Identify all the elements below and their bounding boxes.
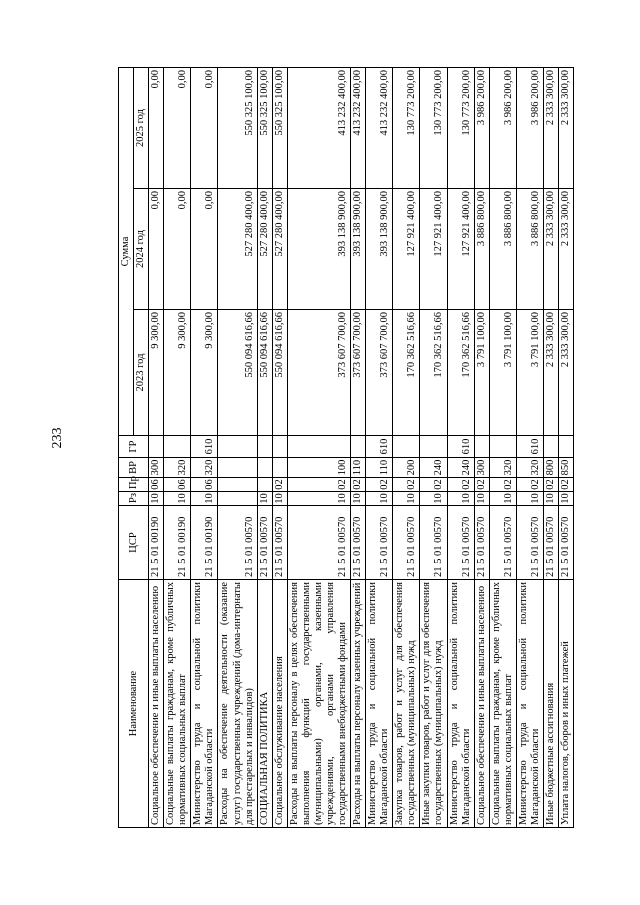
cell-2023: 3 791 100,00: [489, 310, 516, 436]
cell-name: СОЦИАЛЬНАЯ ПОЛИТИКА: [257, 580, 272, 828]
cell-2025: 413 232 400,00: [366, 68, 393, 189]
table-row: [149, 68, 164, 828]
cell-rz: 10: [559, 492, 574, 506]
cell-pr: 02: [447, 478, 474, 492]
cell-csr: 21 5 01 00570: [351, 506, 366, 580]
cell-rz: 10: [393, 492, 420, 506]
cell-rz: 10: [516, 492, 543, 506]
cell-rz: 10: [191, 492, 218, 506]
cell-pr: 02: [272, 478, 287, 492]
cell-name: Министерство труда и социальной политики Магаданской области: [447, 580, 474, 828]
cell-rz: 10: [287, 492, 350, 506]
cell-2025: 0,00: [149, 68, 164, 189]
cell-2024: 127 921 400,00: [420, 189, 447, 310]
header-csr: ЦСР: [119, 506, 149, 580]
cell-csr: 21 5 01 00570: [366, 506, 393, 580]
cell-2024: 393 138 900,00: [366, 189, 393, 310]
cell-pr: 02: [559, 478, 574, 492]
cell-vr: 300: [474, 458, 489, 478]
cell-vr: 300: [149, 458, 164, 478]
cell-name: Социальные выплаты гражданам, кроме публичных нормативных социальных выплат: [489, 580, 516, 828]
cell-2023: 9 300,00: [191, 310, 218, 436]
cell-2024: 127 921 400,00: [447, 189, 474, 310]
budget-table: [118, 67, 574, 828]
cell-vr: [257, 458, 272, 478]
cell-gr: 610: [447, 436, 474, 458]
cell-pr: 02: [474, 478, 489, 492]
header-name: Наименование: [119, 580, 149, 828]
cell-vr: 320: [489, 458, 516, 478]
cell-pr: 06: [149, 478, 164, 492]
header-pr: Пр: [119, 478, 149, 492]
cell-pr: 02: [393, 478, 420, 492]
table-row: [543, 68, 558, 828]
cell-gr: 610: [516, 436, 543, 458]
cell-csr: 21 5 01 00570: [287, 506, 350, 580]
cell-csr: 21 5 01 00570: [447, 506, 474, 580]
budget-table-rotated: [118, 68, 588, 828]
table-row: [516, 68, 543, 828]
cell-rz: 10: [351, 492, 366, 506]
cell-pr: 02: [489, 478, 516, 492]
cell-2023: 373 607 700,00: [287, 310, 350, 436]
cell-2024: 0,00: [149, 189, 164, 310]
cell-gr: [559, 436, 574, 458]
cell-name: Иные бюджетные ассигнования: [543, 580, 558, 828]
cell-2023: 2 333 300,00: [543, 310, 558, 436]
table-row: [257, 68, 272, 828]
cell-2023: 550 094 616,66: [257, 310, 272, 436]
cell-name: Расходы на выплаты персоналу в целях обеспечения выполнения функций государственными (муниципальными) органами, казенными учреждениями, органами управления государственными внебюджетными фондами: [287, 580, 350, 828]
cell-2025: 2 333 300,00: [543, 68, 558, 189]
cell-2024: 3 886 800,00: [489, 189, 516, 310]
cell-gr: [218, 436, 257, 458]
cell-csr: 21 5 01 00570: [393, 506, 420, 580]
cell-2025: 413 232 400,00: [287, 68, 350, 189]
header-vr: ВР: [119, 458, 149, 478]
header-gr: ГР: [119, 436, 149, 458]
cell-2024: 2 333 300,00: [543, 189, 558, 310]
cell-name: Расходы на выплаты персоналу казенных учреждений: [351, 580, 366, 828]
table-row: [287, 68, 350, 828]
cell-pr: 02: [543, 478, 558, 492]
table-row: [393, 68, 420, 828]
table-row: [272, 68, 287, 828]
cell-2025: 3 986 200,00: [474, 68, 489, 189]
cell-name: Социальное обеспечение и иные выплаты населению: [474, 580, 489, 828]
cell-gr: [474, 436, 489, 458]
cell-name: Расходы на обеспечение деятельности (оказание услуг) государственных учреждений (дома-интернаты для престарелых и инвалидов): [218, 580, 257, 828]
cell-vr: 240: [420, 458, 447, 478]
cell-rz: 10: [420, 492, 447, 506]
cell-gr: 610: [191, 436, 218, 458]
cell-2023: 170 362 516,66: [393, 310, 420, 436]
cell-2024: 3 886 800,00: [474, 189, 489, 310]
table-row: [559, 68, 574, 828]
cell-2023: 550 094 616,66: [272, 310, 287, 436]
cell-csr: 21 5 01 00570: [559, 506, 574, 580]
cell-vr: 320: [516, 458, 543, 478]
cell-vr: 110: [366, 458, 393, 478]
cell-gr: [272, 436, 287, 458]
cell-name: Министерство труда и социальной политики Магаданской области: [366, 580, 393, 828]
cell-csr: 21 5 01 00570: [218, 506, 257, 580]
cell-rz: 10: [366, 492, 393, 506]
cell-rz: 10: [149, 492, 164, 506]
cell-gr: [164, 436, 191, 458]
cell-pr: 06: [191, 478, 218, 492]
cell-csr: 21 5 01 00190: [164, 506, 191, 580]
table-row: [191, 68, 218, 828]
cell-gr: [257, 436, 272, 458]
cell-gr: [543, 436, 558, 458]
header-row-top: [119, 68, 134, 828]
cell-2025: 130 773 200,00: [447, 68, 474, 189]
cell-2024: 2 333 300,00: [559, 189, 574, 310]
cell-rz: 10: [543, 492, 558, 506]
cell-gr: [351, 436, 366, 458]
cell-gr: [420, 436, 447, 458]
cell-vr: 800: [543, 458, 558, 478]
cell-gr: 610: [366, 436, 393, 458]
cell-2024: 3 886 800,00: [516, 189, 543, 310]
cell-pr: 02: [420, 478, 447, 492]
cell-gr: [149, 436, 164, 458]
cell-2024: 393 138 900,00: [351, 189, 366, 310]
cell-rz: 10: [474, 492, 489, 506]
cell-vr: 100: [287, 458, 350, 478]
header-2025: 2025 год: [134, 68, 149, 189]
cell-pr: 02: [516, 478, 543, 492]
cell-name: Социальное обеспечение и иные выплаты населению: [149, 580, 164, 828]
cell-rz: 10: [489, 492, 516, 506]
cell-vr: [272, 458, 287, 478]
cell-2023: 373 607 700,00: [366, 310, 393, 436]
table-row: [218, 68, 257, 828]
cell-2025: 0,00: [164, 68, 191, 189]
cell-2025: 130 773 200,00: [393, 68, 420, 189]
cell-2023: 9 300,00: [164, 310, 191, 436]
cell-pr: 06: [164, 478, 191, 492]
cell-name: Закупка товаров, работ и услуг для обеспечения государственных (муниципальных) нужд: [393, 580, 420, 828]
cell-csr: 21 5 01 00190: [191, 506, 218, 580]
cell-vr: [218, 458, 257, 478]
cell-2024: 393 138 900,00: [287, 189, 350, 310]
cell-2025: 550 325 100,00: [218, 68, 257, 189]
table-body: [149, 68, 574, 828]
cell-pr: [218, 478, 257, 492]
cell-2024: 0,00: [164, 189, 191, 310]
cell-pr: 02: [287, 478, 350, 492]
cell-2024: 0,00: [191, 189, 218, 310]
cell-csr: 21 5 01 00570: [489, 506, 516, 580]
cell-2025: 413 232 400,00: [351, 68, 366, 189]
table-row: [420, 68, 447, 828]
cell-2023: 170 362 516,66: [420, 310, 447, 436]
cell-rz: 10: [164, 492, 191, 506]
cell-rz: 10: [447, 492, 474, 506]
cell-csr: 21 5 01 00570: [257, 506, 272, 580]
page-number: 233: [50, 427, 65, 449]
table-row: [366, 68, 393, 828]
cell-name: Уплата налогов, сборов и иных платежей: [559, 580, 574, 828]
cell-pr: [257, 478, 272, 492]
cell-2023: 3 791 100,00: [516, 310, 543, 436]
cell-csr: 21 5 01 00570: [272, 506, 287, 580]
table-row: [447, 68, 474, 828]
cell-2023: 9 300,00: [149, 310, 164, 436]
header-rz: Рз: [119, 492, 149, 506]
cell-name: Министерство труда и социальной политики Магаданской области: [516, 580, 543, 828]
cell-csr: 21 5 01 00570: [420, 506, 447, 580]
cell-pr: 02: [366, 478, 393, 492]
cell-vr: 200: [393, 458, 420, 478]
cell-2025: 0,00: [191, 68, 218, 189]
cell-2024: 527 280 400,00: [257, 189, 272, 310]
cell-gr: [489, 436, 516, 458]
cell-2023: 2 333 300,00: [559, 310, 574, 436]
cell-rz: 10: [272, 492, 287, 506]
cell-name: Социальные выплаты гражданам, кроме публичных нормативных социальных выплат: [164, 580, 191, 828]
cell-2023: 550 094 616,66: [218, 310, 257, 436]
table-row: [164, 68, 191, 828]
cell-2023: 373 607 700,00: [351, 310, 366, 436]
cell-name: Социальное обслуживание населения: [272, 580, 287, 828]
cell-2025: 130 773 200,00: [420, 68, 447, 189]
cell-2025: 550 325 100,00: [272, 68, 287, 189]
cell-2025: 3 986 200,00: [489, 68, 516, 189]
cell-name: Министерство труда и социальной политики Магаданской области: [191, 580, 218, 828]
cell-csr: 21 5 01 00570: [543, 506, 558, 580]
cell-2025: 3 986 200,00: [516, 68, 543, 189]
table-row: [474, 68, 489, 828]
cell-gr: [287, 436, 350, 458]
cell-vr: 110: [351, 458, 366, 478]
cell-2024: 127 921 400,00: [393, 189, 420, 310]
cell-2025: 550 325 100,00: [257, 68, 272, 189]
cell-2023: 3 791 100,00: [474, 310, 489, 436]
cell-rz: [218, 492, 257, 506]
table-row: [351, 68, 366, 828]
cell-csr: 21 5 01 00190: [149, 506, 164, 580]
header-sum: Сумма: [119, 68, 134, 436]
header-2024: 2024 год: [134, 189, 149, 310]
cell-vr: 240: [447, 458, 474, 478]
cell-2025: 2 333 300,00: [559, 68, 574, 189]
cell-2023: 170 362 516,66: [447, 310, 474, 436]
table-row: [489, 68, 516, 828]
cell-vr: 850: [559, 458, 574, 478]
cell-csr: 21 5 01 00570: [474, 506, 489, 580]
header-2023: 2023 год: [134, 310, 149, 436]
cell-pr: 02: [351, 478, 366, 492]
cell-name: Иные закупки товаров, работ и услуг для обеспечения государственных (муниципальных) нужд: [420, 580, 447, 828]
cell-2024: 527 280 400,00: [218, 189, 257, 310]
cell-csr: 21 5 01 00570: [516, 506, 543, 580]
cell-gr: [393, 436, 420, 458]
cell-2024: 527 280 400,00: [272, 189, 287, 310]
cell-vr: 320: [164, 458, 191, 478]
cell-rz: 10: [257, 492, 272, 506]
cell-vr: 320: [191, 458, 218, 478]
